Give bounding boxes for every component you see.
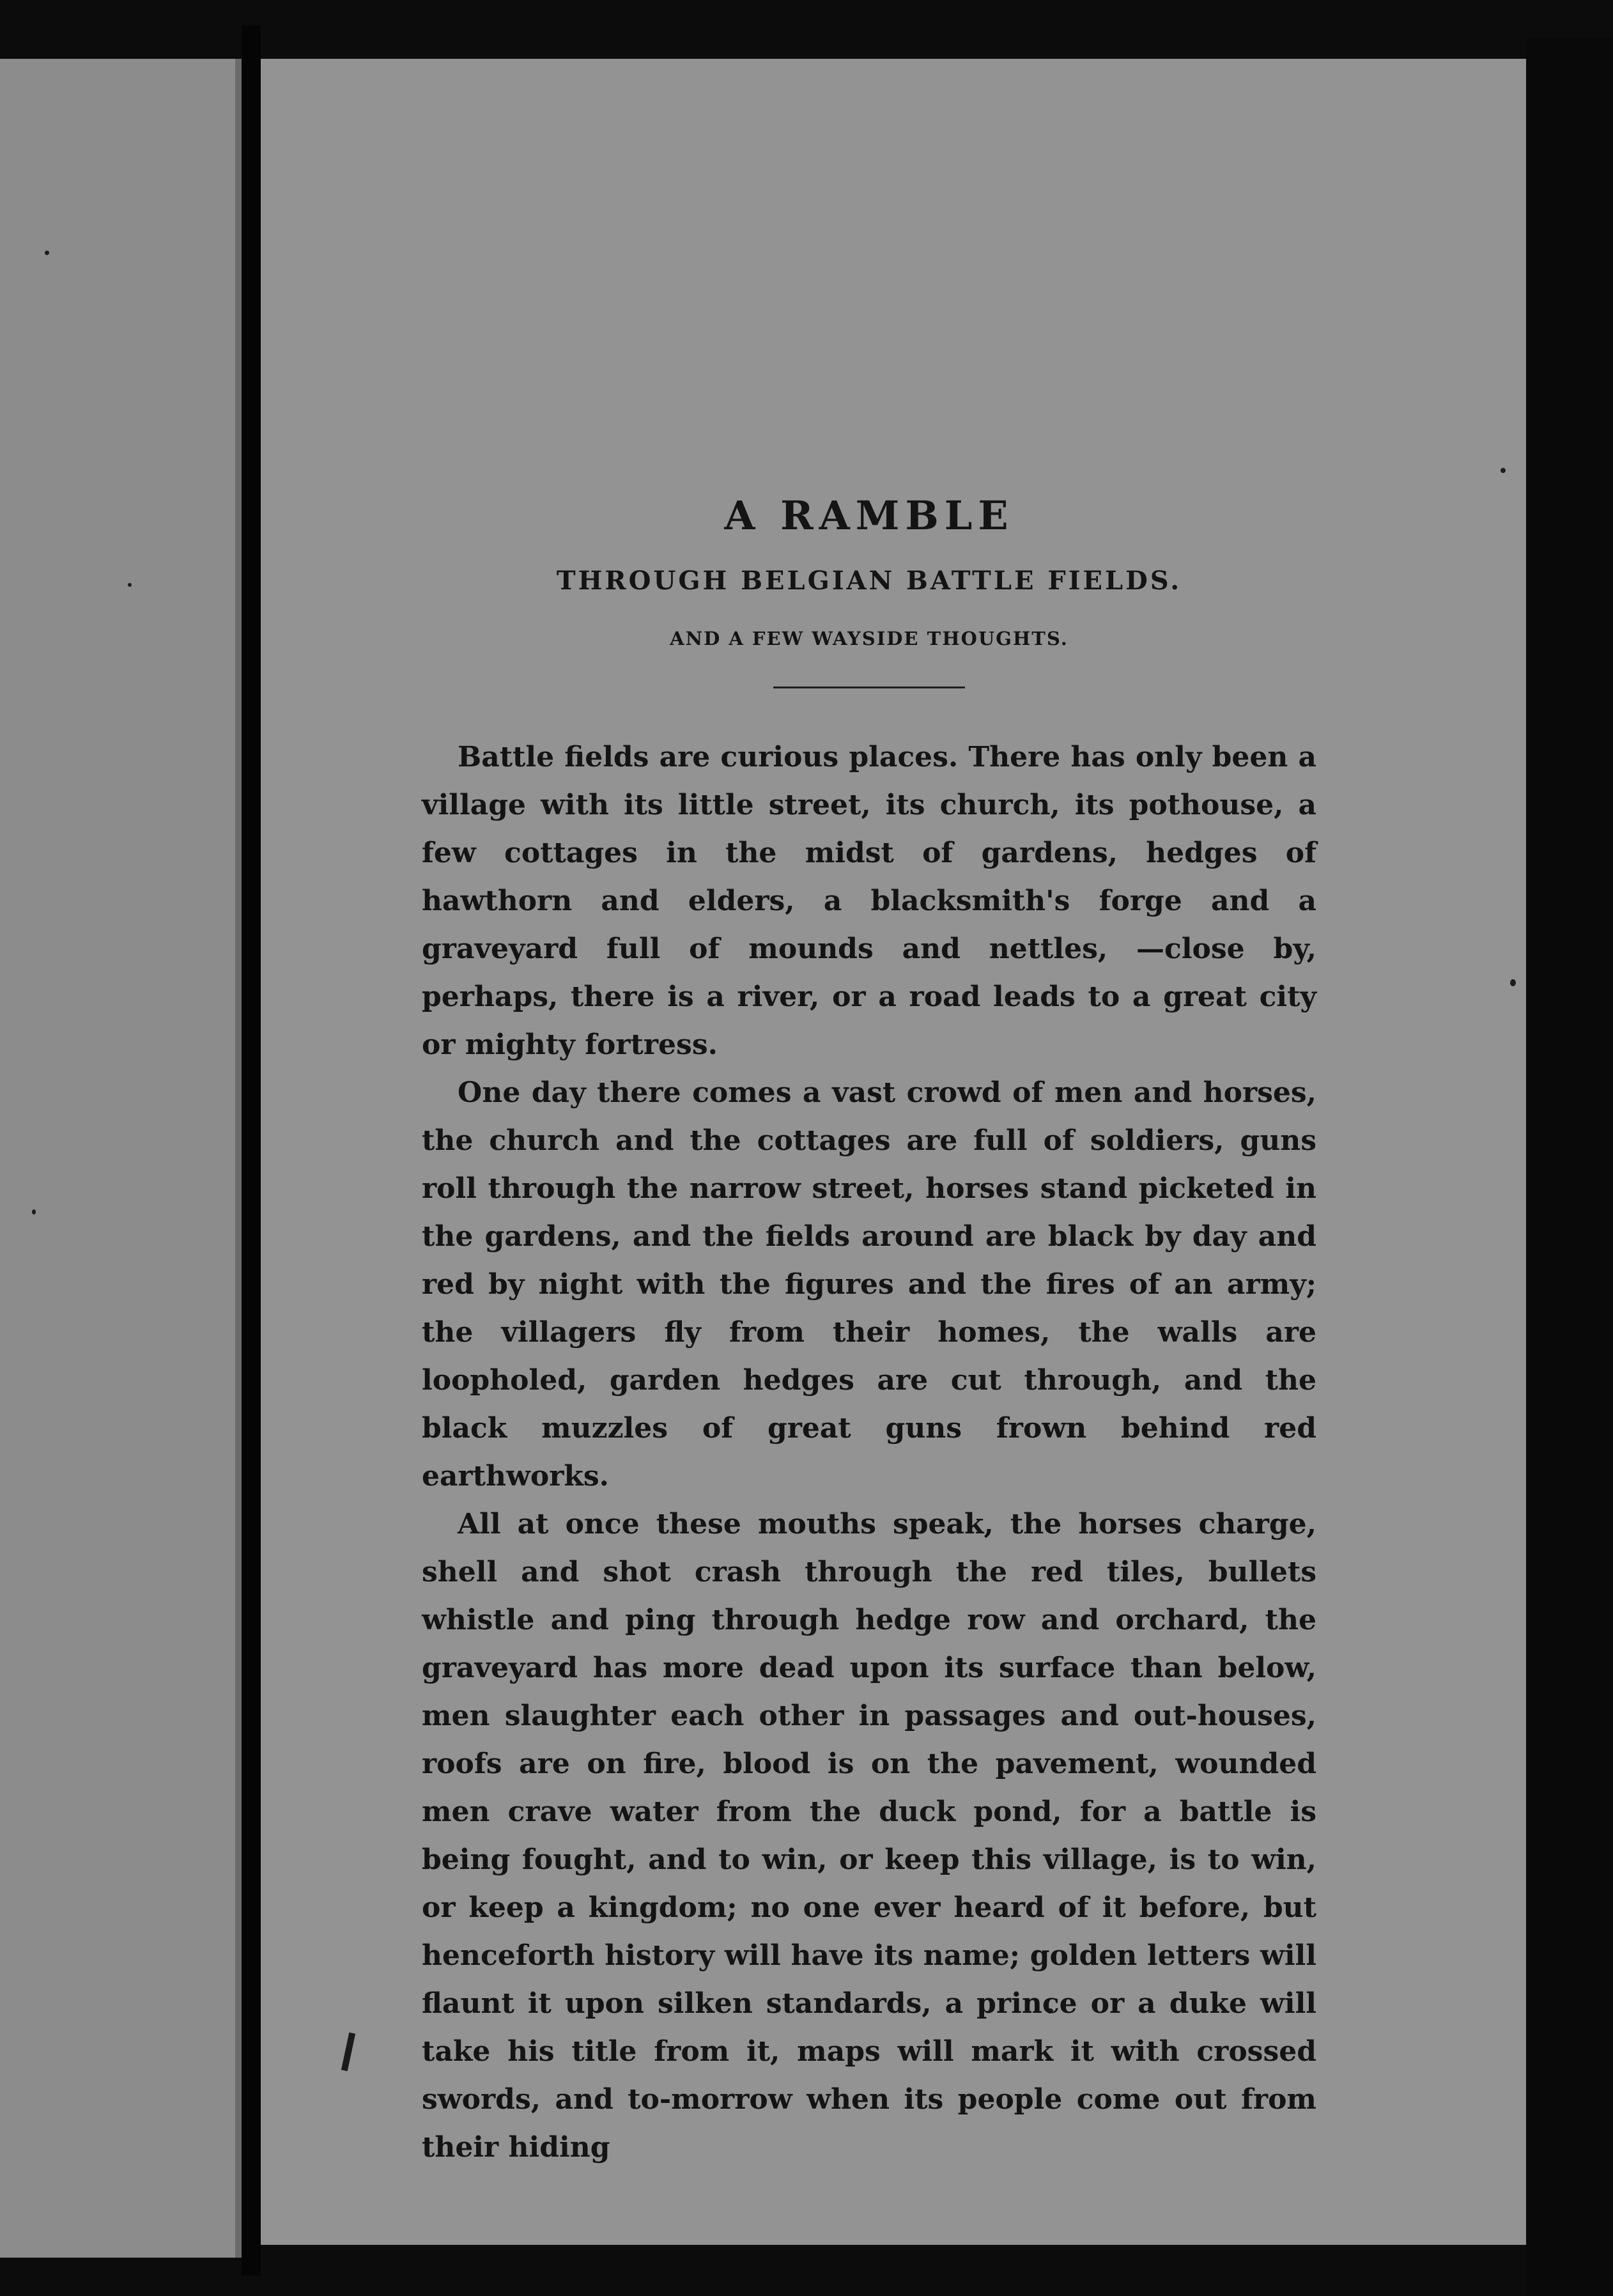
scan-edge: [1526, 38, 1613, 2296]
page-subtitle: THROUGH BELGIAN BATTLE FIELDS.: [556, 566, 1182, 596]
left-page-fragment: [0, 59, 242, 2258]
page-fold-shadow: [235, 59, 242, 2258]
body-paragraph: All at once these mouths speak, the horses charge, shell and shot crash through the red tiles, bullets whistle and ping through hedge row and orchard, the graveyard has more dead upon its surface than below, men slaughter each other in passages and out-houses, roofs are on fire, blood is on the pavement, wounded men crave water from the duck pond, for a battle is being fought, and to win, or keep this village, is to win, or keep a kingdom; no one ever heard of it before, but henceforth history will have its name; golden letters will flaunt it upon silken standards, a prince or a duke will take his title from it, maps will mark it with crossed swords, and to-morrow when its people come out from their hiding: [422, 1508, 1316, 2164]
speck: [1501, 468, 1506, 473]
speck: [128, 583, 132, 587]
speck: [1510, 979, 1516, 986]
body-paragraph: Battle fields are curious places. There has only been a village with its little street, its church, its pothouse, a few cottages in the midst of gardens, hedges of hawthorn and elders, a blacksmith's forge and a graveyard full of mounds and nettles, —close by, perhaps, there is a river, or a road leads to a great city or mighty fortress.: [422, 741, 1316, 1061]
book-spine: [242, 26, 261, 2276]
page-subsubtitle: AND A FEW WAYSIDE THOUGHTS.: [670, 628, 1069, 649]
body-paragraph: One day there comes a vast crowd of men and horses, the church and the cottages are full of soldiers, guns roll through the narrow street, horses stand picketed in the gardens, and the fields around are black by day and red by night with the figures and the fires of an army; the villagers fly from their homes, the walls are loopholed, garden hedges are cut through, and the black muzzles of great guns frown behind red earthworks.: [422, 1076, 1316, 1493]
speck: [45, 251, 49, 255]
page-content: [422, 492, 1316, 2171]
title-rule: [773, 686, 965, 688]
speck: [32, 1209, 36, 1214]
page-title: A RAMBLE: [724, 492, 1014, 539]
